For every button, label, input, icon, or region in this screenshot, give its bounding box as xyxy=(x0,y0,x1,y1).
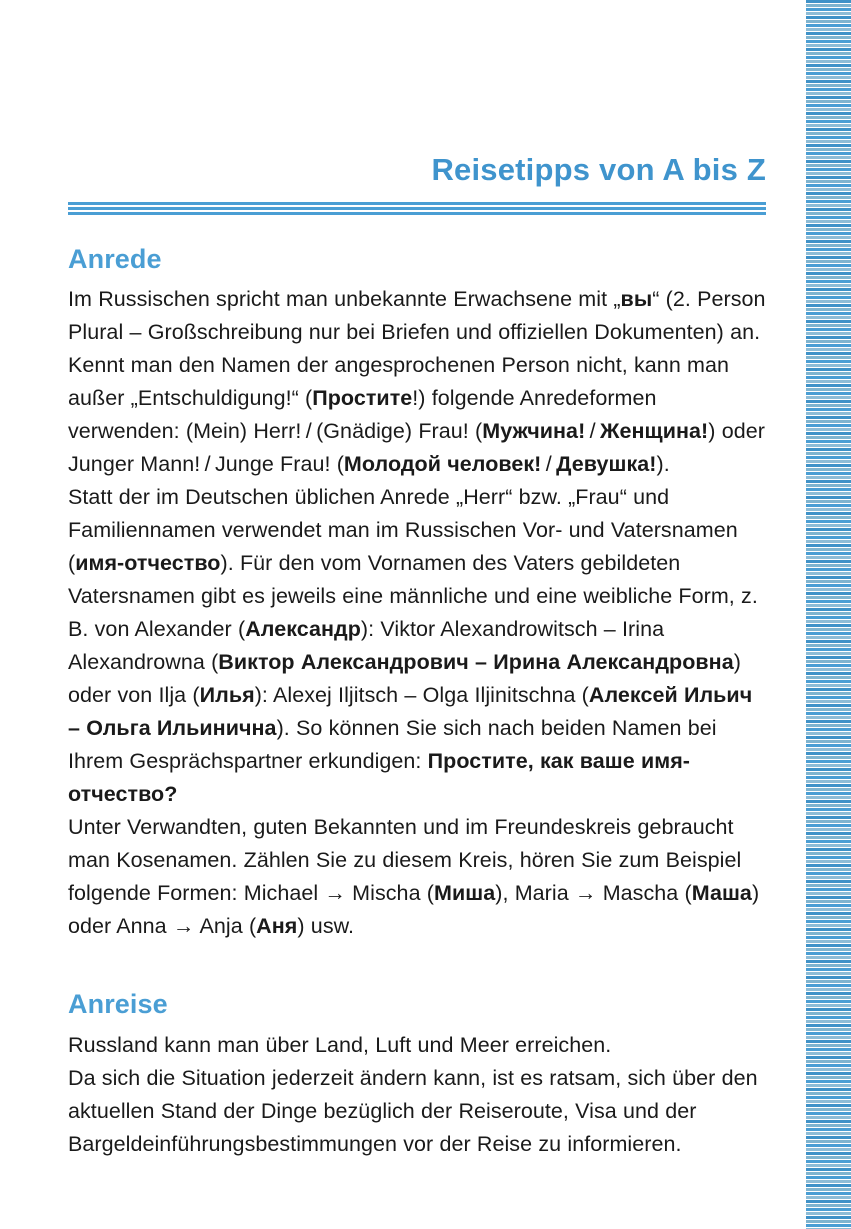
paragraph: Da sich die Situation jederzeit ändern kann, ist es ratsam, sich über den aktuellen Stand der Dinge bezüglich der Reiseroute, Visa und der Bargeldeinführungsbestimmungen vor der Reise zu informieren. xyxy=(68,1066,758,1157)
section-heading-anreise: Anreise xyxy=(68,989,168,1020)
content-column xyxy=(68,0,766,1161)
decorative-stripe-band xyxy=(806,0,851,1229)
section-heading-anrede: Anrede xyxy=(68,243,162,274)
title-rule-2 xyxy=(68,207,766,210)
title-rule-group xyxy=(68,202,766,215)
page-title: Reisetipps von A bis Z xyxy=(431,152,766,187)
paragraph: Statt der im Deutschen üblichen Anrede „Herr“ bzw. „Frau“ und Familiennamen verwendet man im Russischen Vor- und Vatersnamen (имя-отчество). Für den vom Vornamen des Vaters gebildeten Vatersnamen gibt es jeweils eine männliche und eine weibliche Form, z. B. von Alexander (Александр): Viktor Alexandrowitsch – Irina Alexandrowna (Виктор Александрович – Ирина Александровна) oder von Ilja (Илья): Alexej Iljitsch – Olga Iljinitschna (Алексей Ильич – Ольга Ильинична). So können Sie sich nach beiden Namen bei Ihrem Gesprächspartner erkundigen: Простите, как ваше имя-отчество? xyxy=(68,485,763,807)
title-rule-1 xyxy=(68,202,766,205)
paragraph: Russland kann man über Land, Luft und Meer erreichen. xyxy=(68,1033,612,1058)
paragraph: Unter Verwandten, guten Bekannten und im Freundeskreis gebraucht man Kosenamen. Zählen Sie zu diesem Kreis, hören Sie zum Beispiel folgende Formen: Michael → Mischa (Миша), Maria → Mascha (Маша) oder Anna → Anja (Аня) usw. xyxy=(68,815,760,939)
stripe-band-edge xyxy=(805,0,806,1229)
paragraph: Im Russischen spricht man unbekannte Erwachsene mit „вы“ (2. Person Plural – Großschreibung nur bei Briefen und offiziellen Dokumenten) an. Kennt man den Namen der angesprochenen Person nicht, kann man außer „Entschuldigung!“ (Простите!) folgende Anredeformen verwenden: (Mein) Herr! / (Gnädige) Frau! (Мужчина! / Женщина!) oder Junger Mann! / Junge Frau! (Молодой человек! / Девушка!). xyxy=(68,287,766,477)
